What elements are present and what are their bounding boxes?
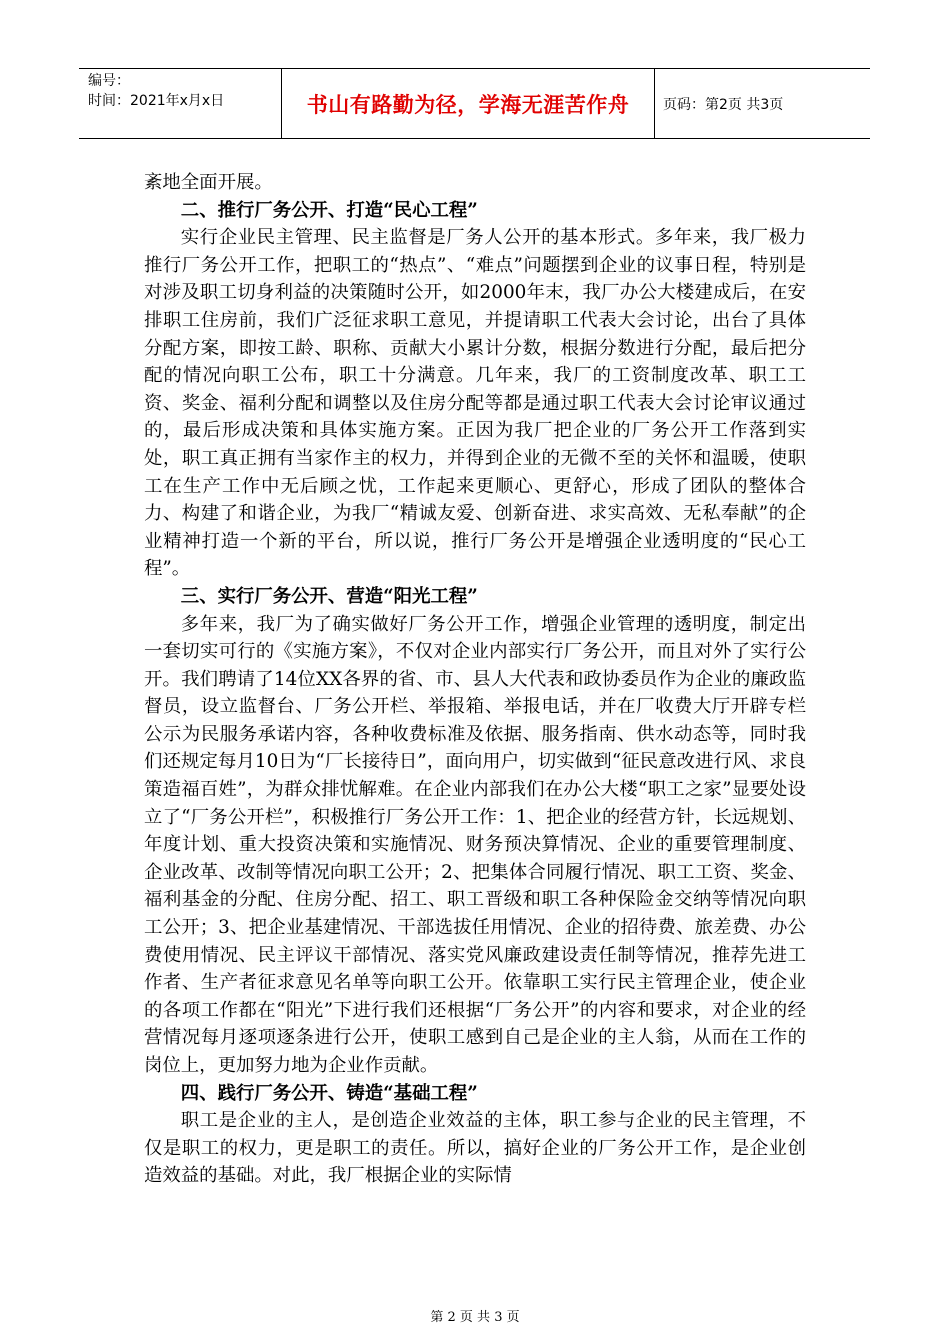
page-footer: 第 2 页 共 3 页 — [430, 1310, 520, 1325]
header-meta — [79, 69, 282, 138]
document-number-label: 编号： — [88, 73, 130, 89]
section-paragraph-4: 职工是企业的主人，是创造企业效益的主体，职工参与企业的民主管理，不仅是职工的权力，更是职工的责任。所以，搞好企业的厂务公开工作，是企业创造效益的基础。对此，我厂根据企业的实际情 — [144, 1110, 806, 1187]
document-date: 时间：2021年x月x日 — [88, 93, 225, 109]
section-paragraph-2: 实行企业民主管理、民主监督是厂务人公开的基本形式。多年来，我厂极力推行厂务公开工作，把职工的“热点”、“难点”问题摆到企业的议事日程，特别是对涉及职工切身利益的决策随时公开，如2000年末，我厂办公大楼建成后，在安排职工住房前，我们广泛征求职工意见，并提请职工代表大会讨论，出台了具体分配方案，即按工龄、职称、贡献大小累计分数，根据分数进行分配，最后把分配的情况向职工公布，职工十分满意。几年来，我厂的工资制度改革、职工工资、奖金、福利分配和调整以及住房分配等都是通过职工代表大会讨论审议通过的，最后形成决策和具体实施方案。正因为我厂把企业的厂务公开工作落到实处，职工真正拥有当家作主的权力，并得到企业的无微不至的关怀和温暖，使职工在生产工作中无后顾之忧，工作起来更顺心、更舒心，形成了团队的整体合力、构建了和谐企业，为我厂“精诚友爱、创新奋进、求实高效、无私奉献”的企业精神打造一个新的平台，所以说，推行厂务公开是增强企业透明度的“民心工程”。 — [144, 227, 806, 580]
page-header — [79, 68, 870, 139]
section-heading-4: 四、践行厂务公开、铸造“基础工程” — [180, 1082, 478, 1104]
lead-paragraph: 紊地全面开展。 — [144, 172, 273, 193]
document-body — [144, 169, 806, 1190]
section-heading-3: 三、实行厂务公开、营造“阳光工程” — [180, 585, 478, 607]
header-motto: 书山有路勤为径，学海无涯苦作舟 — [282, 69, 655, 138]
section-heading-2: 二、推行厂务公开、打造“民心工程” — [180, 199, 478, 221]
section-paragraph-3: 多年来，我厂为了确实做好厂务公开工作，增强企业管理的透明度，制定出一套切实可行的《实施方案》，不仅对企业内部实行厂务公开，而且对外了实行公开。我们聘请了14位XX各界的省、市、县人大代表和政协委员作为企业的廉政监督员，设立监督台、厂务公开栏、举报箱、举报电话，并在厂收费大厅开辟专栏公示为民服务承诺内容，各种收费标准及依据、服务指南、供水动态等，同时我们还规定每月10日为“厂长接待日”，面向用户，切实做到“征民意改进行风、求良策造福百姓”，为群众排忧解难。在企业内部我们在办公大楼“职工之家”显要处设立了“厂务公开栏”，积极推行厂务公开工作：1、把企业的经营方针，长远规划、年度计划、重大投资决策和实施情况、财务预决算情况、企业的重要管理制度、企业改革、改制等情况向职工公开；2、把集体合同履行情况、职工工资、奖金、福利基金的分配、住房分配、招工、职工晋级和职工各种保险金交纳等情况向职工公开；3、把企业基建情况、干部选拔任用情况、企业的招待费、旅差费、办公费使用情况、民主评议干部情况、落实党风廉政建设责任制等情况，推荐先进工作者、生产者征求意见名单等向职工公开。依靠职工实行民主管理企业，使企业的各项工作都在“阳光”下进行我们还根据“厂务公开”的内容和要求，对企业的经营情况每月逐项逐条进行公开，使职工感到自己是企业的主人翁，从而在工作的岗位上，更加努力地为企业作贡献。 — [144, 613, 806, 1076]
header-page-info: 页码：第2页 共3页 — [663, 96, 784, 113]
